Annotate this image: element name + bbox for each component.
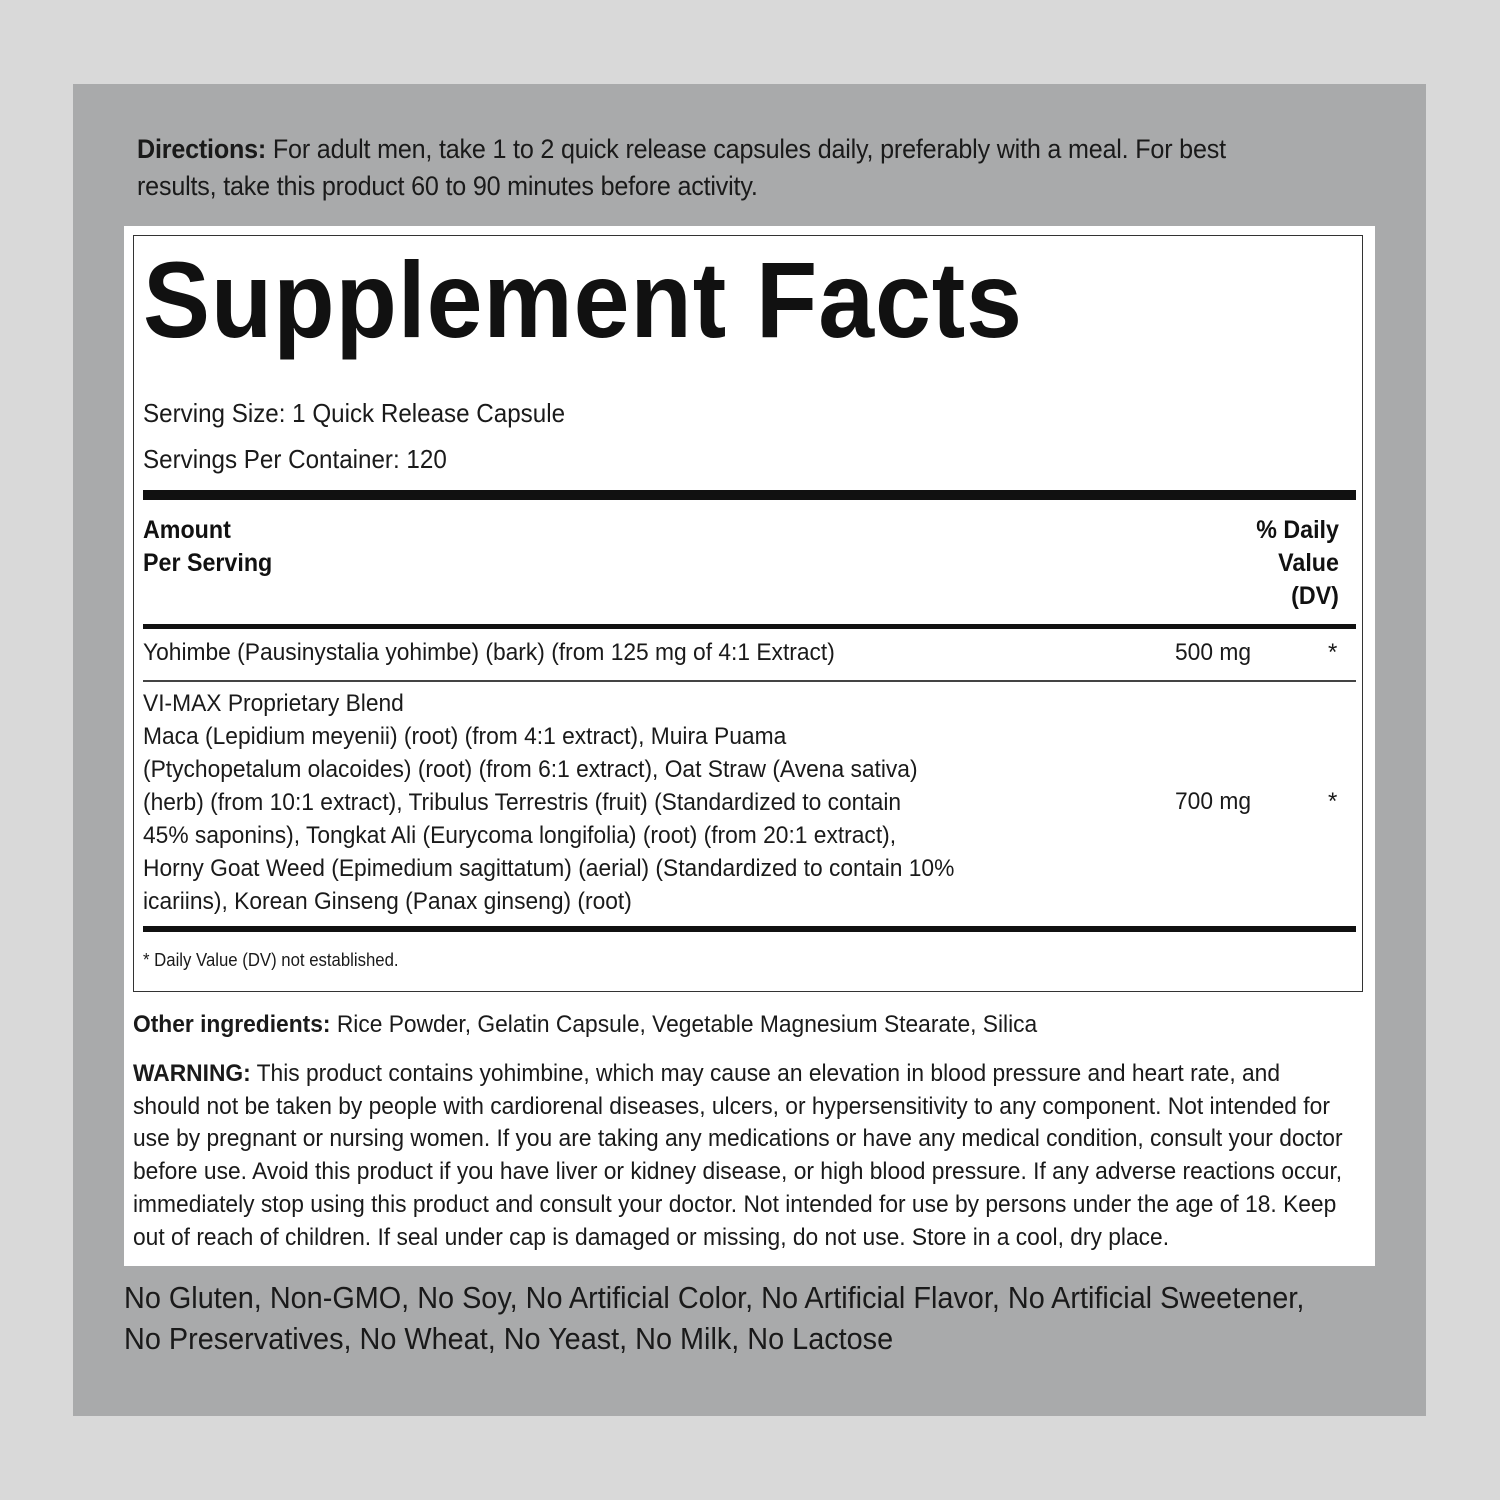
blend-line: VI-MAX Proprietary Blend — [143, 690, 404, 717]
blend-line: icariins), Korean Ginseng (Panax ginseng) (root) — [143, 888, 632, 915]
other-ingredients — [133, 1008, 1277, 1041]
servings-per-container: Servings Per Container: 120 — [143, 444, 447, 474]
dv-header-line3: (DV) — [1291, 582, 1339, 610]
warning-text — [133, 1058, 1351, 1254]
dv-header-line1: % Daily — [1256, 516, 1339, 544]
directions-text — [137, 131, 1234, 205]
row-divider — [143, 680, 1356, 682]
amount-header-line2: Per Serving — [143, 549, 273, 577]
daily-value-header — [1256, 514, 1339, 613]
warning-label: WARNING: — [133, 1060, 251, 1087]
blend-line: (herb) (from 10:1 extract), Tribulus Terrestris (fruit) (Standardized to contain — [143, 789, 902, 816]
ingredient-row-amount: 500 mg — [1175, 639, 1251, 666]
other-ingredients-label: Other ingredients: — [133, 1011, 331, 1038]
serving-size: Serving Size: 1 Quick Release Capsule — [143, 398, 566, 428]
free-from-statement: No Gluten, Non-GMO, No Soy, No Artificial Color, No Artificial Flavor, No Artificial Sweetener, No Preservatives, No Wheat, No Yeast, No Milk, No Lactose — [124, 1280, 1305, 1356]
ingredient-row-dv: * — [1328, 639, 1338, 666]
blend-row-name — [143, 687, 1092, 918]
supplement-facts-title: Supplement Facts — [143, 239, 1023, 360]
thick-divider — [143, 490, 1356, 500]
blend-line: 45% saponins), Tongkat Ali (Eurycoma longifolia) (root) (from 20:1 extract), — [143, 822, 897, 849]
amount-per-serving-header — [143, 514, 272, 580]
blend-line: Maca (Lepidium meyenii) (root) (from 4:1 extract), Muira Puama — [143, 723, 787, 750]
dv-header-line2: Value — [1278, 549, 1339, 577]
ingredient-row-name: Yohimbe (Pausinystalia yohimbe) (bark) (from 125 mg of 4:1 Extract) — [143, 639, 835, 666]
blend-line: (Ptychopetalum olacoides) (root) (from 6:1 extract), Oat Straw (Avena sativa) — [143, 756, 918, 783]
amount-header-line1: Amount — [143, 516, 231, 544]
medium-divider — [143, 624, 1356, 629]
other-ingredients-text: Rice Powder, Gelatin Capsule, Vegetable Magnesium Stearate, Silica — [330, 1011, 1038, 1038]
blend-row-amount: 700 mg — [1175, 788, 1251, 815]
dv-footnote: * Daily Value (DV) not established. — [143, 950, 399, 970]
directions-body: For adult men, take 1 to 2 quick release capsules daily, preferably with a meal. For best results, take this product 60 to 90 minutes before activity. — [137, 134, 1226, 201]
blend-line: Horny Goat Weed (Epimedium sagittatum) (aerial) (Standardized to contain 10% — [143, 855, 955, 882]
directions-label: Directions: — [137, 134, 267, 164]
blend-row-dv: * — [1328, 788, 1338, 815]
bottom-thick-divider — [143, 926, 1356, 932]
warning-body: This product contains yohimbine, which may cause an elevation in blood pressure and heart rate, and should not be taken by people with cardiorenal diseases, ulcers, or hypersensitivity to any component. Not intended for use by pregnant or nursing women. If you are taking any medications or have any medical condition, consult your doctor before use. Avoid this product if you have liver or kidney disease, or high blood pressure. If any adverse reactions occur, immediately stop using this product and consult your doctor. Not intended for use by persons under the age of 18. Keep out of reach of children. If seal under cap is damaged or missing, do not use. Store in a cool, dry place. — [133, 1060, 1343, 1251]
